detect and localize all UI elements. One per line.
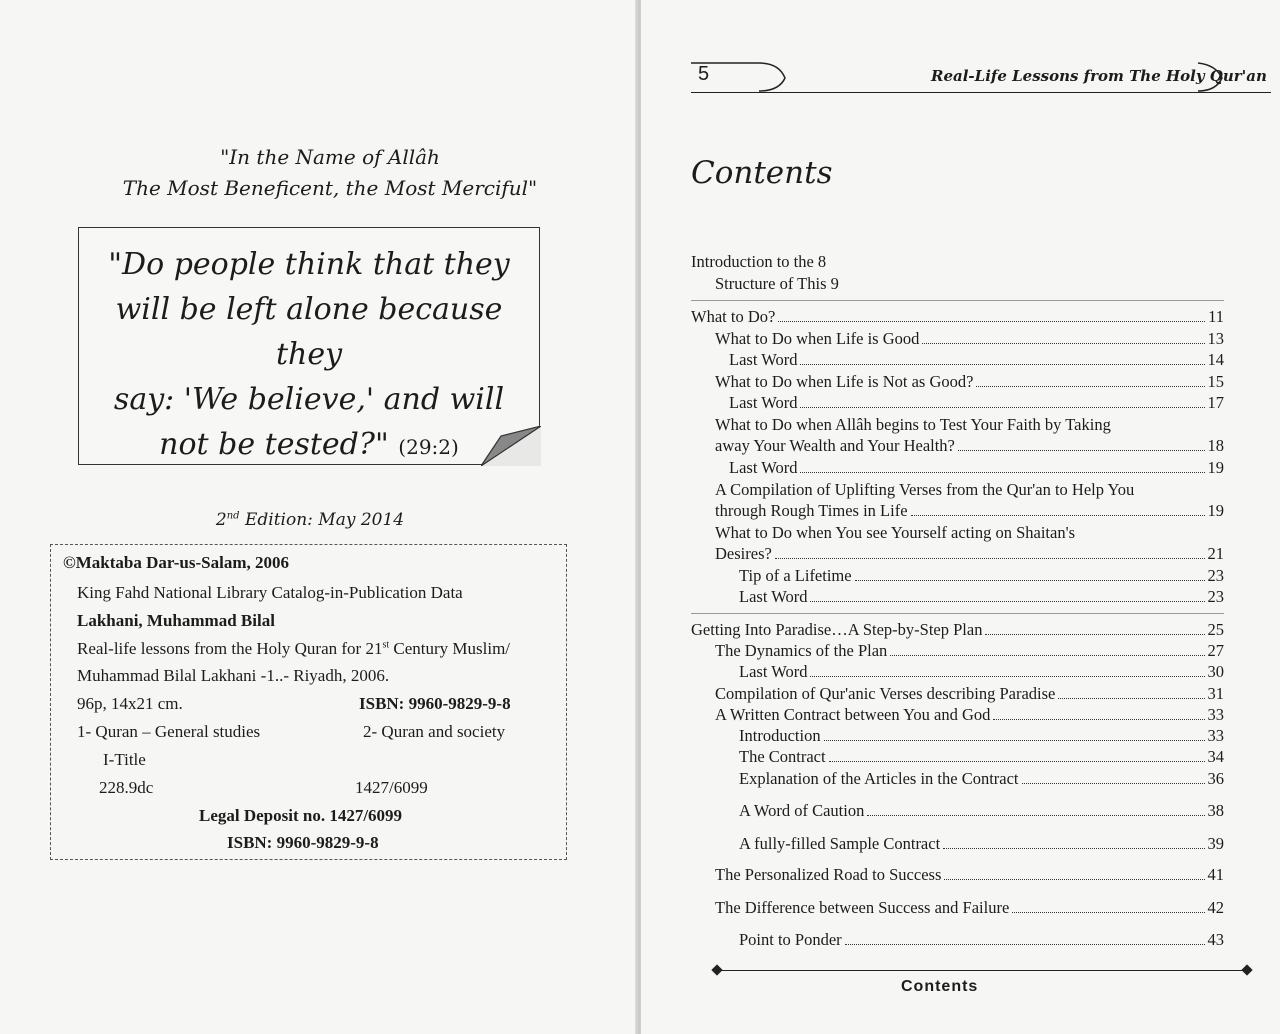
toc-leader-dots (943, 848, 1204, 849)
toc-entry-page: 14 (1207, 350, 1224, 369)
cip-subject-2: 2- Quran and society (363, 722, 506, 741)
cip-library: King Fahd National Library Catalog-in-Publication Data (77, 583, 463, 602)
toc-entry-page: 34 (1207, 747, 1224, 766)
toc-entry (691, 250, 1224, 272)
toc-entry (691, 928, 1224, 950)
toc-entry-title: What to Do when You see Yourself acting on Shaitan's (715, 523, 1075, 542)
toc-leader-dots (855, 580, 1205, 581)
toc-entry-title: What to Do when Allâh begins to Test Your Faith by Taking (715, 415, 1111, 434)
toc-entry-page: 41 (1207, 865, 1224, 884)
toc-entry (691, 478, 1224, 500)
toc-entry-title: What to Do when Life is Not as Good? (715, 372, 974, 391)
toc-entry (691, 896, 1224, 918)
quote-reference: (29:2) (398, 435, 459, 459)
bismillah-line-1: "In the Name of Allâh (220, 145, 440, 169)
toc-entry-title: Compilation of Qur'anic Verses describing Paradise (715, 684, 1056, 703)
header-rule (691, 92, 1271, 93)
toc-entry-title: Last Word (739, 587, 808, 606)
toc-leader-dots (922, 343, 1204, 344)
toc-entry-page: 23 (1207, 587, 1224, 606)
toc-leader-dots (800, 472, 1204, 473)
toc-entry-page: 36 (1207, 769, 1224, 788)
cip-dewey: 228.9dc (99, 778, 154, 797)
toc-leader-dots (775, 558, 1205, 559)
cip-copyright: ©Maktaba Dar-us-Salam, 2006 (63, 553, 289, 572)
toc-entry-title: Introduction (739, 726, 821, 745)
toc-entry-page: 21 (1207, 544, 1224, 563)
toc-entry-page: 42 (1207, 898, 1224, 917)
toc-entry-page: 23 (1207, 566, 1224, 585)
toc-leader-dots (810, 601, 1204, 602)
toc-leader-dots (958, 450, 1205, 451)
toc-leader-dots (911, 515, 1205, 516)
toc-entry-page: 33 (1207, 705, 1224, 724)
toc-entry-title: A Written Contract between You and God (715, 705, 991, 724)
footer-diamond-right (1241, 964, 1252, 975)
toc-entry-page: 43 (1207, 930, 1224, 949)
toc-entry (691, 391, 1224, 413)
toc-entry (691, 682, 1224, 704)
toc-entry (691, 413, 1224, 435)
toc-entry-title: Introduction to the 8 (691, 252, 827, 271)
toc-entry (691, 327, 1224, 349)
toc-leader-dots (993, 719, 1204, 720)
toc-entry-title: Tip of a Lifetime (739, 566, 852, 585)
toc-entry (691, 564, 1224, 586)
footer-label: Contents (901, 978, 979, 995)
toc-leader-dots (1012, 912, 1204, 913)
toc-entry (691, 703, 1224, 725)
page-number: 5 (698, 63, 710, 85)
cip-pages: 96p, 14x21 cm. (77, 694, 183, 713)
toc-leader-dots (800, 364, 1204, 365)
toc-leader-dots (976, 386, 1204, 387)
toc-entry-title: What to Do when Life is Good (715, 329, 920, 348)
toc-leader-dots (985, 634, 1204, 635)
toc-entry-page: 25 (1207, 620, 1224, 639)
toc-entry-page: 17 (1207, 393, 1224, 412)
toc-entry (691, 767, 1224, 789)
toc-leader-dots (810, 676, 1204, 677)
toc-leader-dots (824, 740, 1205, 741)
left-page (0, 0, 637, 1034)
toc-entry (691, 370, 1224, 392)
toc-leader-dots (867, 815, 1204, 816)
toc-entry (691, 799, 1224, 821)
toc-entry-title: through Rough Times in Life (715, 501, 908, 520)
toc-leader-dots (944, 879, 1204, 880)
toc-entry-title: Desires? (715, 544, 772, 563)
toc-entry-page: 15 (1207, 372, 1224, 391)
toc-entry (691, 585, 1224, 607)
toc-entry-page: 11 (1208, 307, 1224, 326)
toc-entry (691, 521, 1224, 543)
cip-author: Lakhani, Muhammad Bilal (77, 611, 275, 630)
toc-entry-title: The Dynamics of the Plan (715, 641, 888, 660)
toc-entry (691, 348, 1224, 370)
cip-isbn-bottom: ISBN: 9960-9829-9-8 (227, 833, 379, 852)
toc-leader-dots (778, 321, 1205, 322)
toc-entry-page: 30 (1207, 662, 1224, 681)
toc-entry (691, 456, 1224, 478)
toc-entry-page: 38 (1207, 801, 1224, 820)
toc-leader-dots (1022, 783, 1205, 784)
running-head-bracket-icon (1196, 60, 1226, 94)
cip-isbn-top: ISBN: 9960-9829-9-8 (359, 694, 511, 713)
toc-entry (691, 618, 1224, 640)
toc-leader-dots (1058, 698, 1204, 699)
cip-legal-deposit: Legal Deposit no. 1427/6099 (199, 806, 403, 825)
quote-box (78, 227, 540, 465)
cip-title-line-2: Muhammad Bilal Lakhani -1..- Riyadh, 2006. (77, 666, 390, 685)
toc-entry (691, 724, 1224, 746)
toc-entry-title: A Compilation of Uplifting Verses from the Qur'an to Help You (715, 480, 1135, 499)
toc-entry (691, 542, 1224, 564)
toc-section-divider (691, 300, 1224, 301)
toc-entry (691, 272, 1224, 294)
toc-entry-title: The Contract (739, 747, 826, 766)
running-head: Real-Life Lessons from The Holy Qur'an (931, 67, 1267, 85)
footer-rule (716, 970, 1246, 971)
toc-entry (691, 499, 1224, 521)
toc-entry-title: Last Word (729, 458, 798, 477)
toc-entry-title: What to Do? (691, 307, 776, 326)
cip-deposit-code: 1427/6099 (355, 778, 428, 797)
toc-entry-page: 27 (1207, 641, 1224, 660)
toc-entry-title: A fully-filled Sample Contract (739, 834, 941, 853)
quote-line: say: 'We believe,' and will (113, 382, 505, 417)
toc-entry (691, 863, 1224, 885)
toc-leader-dots (890, 655, 1204, 656)
toc-entry-title: away Your Wealth and Your Health? (715, 436, 955, 455)
toc-entry-title: Structure of This 9 (715, 274, 839, 293)
right-page (641, 0, 1280, 1034)
toc-leader-dots (845, 944, 1205, 945)
toc-entry-title: Explanation of the Articles in the Contract (739, 769, 1019, 788)
toc-entry (691, 639, 1224, 661)
toc-entry-page: 19 (1207, 501, 1224, 520)
cip-title-line-1: Real-life lessons from the Holy Quran for 21st Century Muslim/ (77, 639, 511, 658)
toc-entry-page: 18 (1207, 436, 1224, 455)
bismillah-line-2: The Most Beneficent, the Most Merciful" (122, 176, 538, 200)
contents-title: Contents (691, 155, 833, 191)
toc-section-divider (691, 613, 1224, 614)
toc-entry (691, 305, 1224, 327)
toc-entry-page: 33 (1207, 726, 1224, 745)
cip-box (50, 544, 567, 860)
toc-entry (691, 832, 1224, 854)
toc-entry-title: A Word of Caution (739, 801, 865, 820)
toc-entry-page: 31 (1207, 684, 1224, 703)
toc-entry (691, 745, 1224, 767)
toc-entry-page: 13 (1207, 329, 1224, 348)
toc-entry-title: The Personalized Road to Success (715, 865, 942, 884)
edition-line: 2nd Edition: May 2014 (215, 510, 405, 530)
quote-line: "Do people think that they (108, 247, 510, 282)
cip-title-entry: I-Title (103, 750, 146, 769)
toc-entry-title: Last Word (739, 662, 808, 681)
quote-text (79, 242, 539, 470)
toc-entry-title: The Difference between Success and Failure (715, 898, 1010, 917)
toc-entry-title: Last Word (729, 350, 798, 369)
toc-entry-page: 39 (1207, 834, 1224, 853)
toc-entry-title: Getting Into Paradise…A Step-by-Step Plan (691, 620, 983, 639)
toc-leader-dots (829, 761, 1205, 762)
toc-leader-dots (800, 407, 1204, 408)
quote-line: not be tested?" (29:2) (159, 427, 459, 462)
cip-subject-1: 1- Quran – General studies (77, 722, 261, 741)
toc-entry-title: Last Word (729, 393, 798, 412)
toc-entry-page: 19 (1207, 458, 1224, 477)
page-curl-icon (481, 426, 541, 466)
toc-entry (691, 434, 1224, 456)
toc-entry (691, 660, 1224, 682)
quote-line: will be left alone because they (115, 292, 503, 372)
toc-entry-title: Point to Ponder (739, 930, 842, 949)
